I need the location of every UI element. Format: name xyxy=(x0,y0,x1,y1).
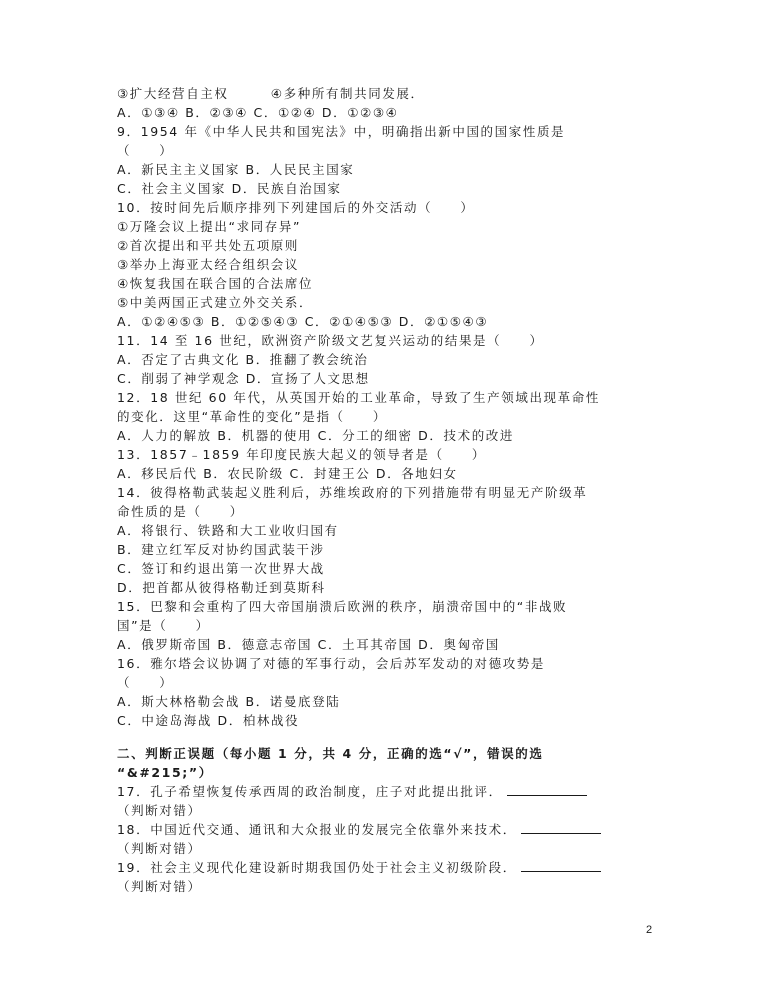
answer-options: A．否定了古典文化 B．推翻了教会统治 xyxy=(117,352,369,367)
answer-blank[interactable] xyxy=(521,859,601,872)
answer-options: A．俄罗斯帝国 B．德意志帝国 C．土耳其帝国 D．奥匈帝国 xyxy=(117,637,500,652)
question-10: 10．按时间先后顺序排列下列建国后的外交活动（ ） xyxy=(117,200,475,215)
question-17 xyxy=(117,782,657,801)
text-line: ③扩大经营自主权 ④多种所有制共同发展． xyxy=(117,86,425,101)
section-heading: 二、判断正误题（每小题 1 分，共 4 分，正确的选“√”，错误的选 xyxy=(117,746,544,761)
question-11: 11．14 至 16 世纪，欧洲资产阶级文艺复兴运动的结果是（ ） xyxy=(117,333,544,348)
list-item: ④恢复我国在联合国的合法席位 xyxy=(117,276,314,291)
document-body xyxy=(117,84,657,896)
question-12-cont: 的变化．这里“革命性的变化”是指（ ） xyxy=(117,409,387,424)
answer-blank[interactable] xyxy=(507,783,587,796)
question-13: 13．1857﹣1859 年印度民族大起义的领导者是（ ） xyxy=(117,447,487,462)
section-2 xyxy=(117,744,657,896)
list-item: ⑤中美两国正式建立外交关系． xyxy=(117,295,314,310)
question-9-paren: （ ） xyxy=(117,143,174,158)
question-16: 16．雅尔塔会议协调了对德的军事行动，会后苏军发动的对德攻势是 xyxy=(117,656,546,671)
question-19 xyxy=(117,858,657,877)
question-9: 9．1954 年《中华人民共和国宪法》中，明确指出新中国的国家性质是 xyxy=(117,124,566,139)
answer-blank[interactable] xyxy=(521,821,601,834)
question-18 xyxy=(117,820,657,839)
question-17-text: 17．孔子希望恢复传承西周的政治制度，庄子对此提出批评． xyxy=(117,784,503,799)
question-18-text: 18．中国近代交通、通讯和大众报业的发展完全依靠外来技术． xyxy=(117,822,517,837)
answer-options: C．削弱了神学观念 D．宣扬了人文思想 xyxy=(117,371,370,386)
answer-option-a: A．将银行、铁路和大工业收归国有 xyxy=(117,523,339,538)
answer-options: A．人力的解放 B．机器的使用 C．分工的细密 D．技术的改进 xyxy=(117,428,515,443)
list-item: ①万隆会议上提出“求同存异” xyxy=(117,219,302,234)
answer-options: C．中途岛海战 D．柏林战役 xyxy=(117,713,300,728)
answer-option-b: B．建立红军反对协约国武装干涉 xyxy=(117,542,325,557)
question-16-paren: （ ） xyxy=(117,675,174,690)
section-heading-cont: “&#215;”） xyxy=(117,765,213,780)
question-19-text: 19．社会主义现代化建设新时期我国仍处于社会主义初级阶段． xyxy=(117,860,517,875)
question-15: 15．巴黎和会重构了四大帝国崩溃后欧洲的秩序，崩溃帝国中的“非战败 xyxy=(117,599,568,614)
question-14-cont: 命性质的是（ ） xyxy=(117,504,244,519)
answer-options: A．移民后代 B．农民阶级 C．封建王公 D．各地妇女 xyxy=(117,466,458,481)
question-block xyxy=(117,84,657,730)
answer-options: A．新民主主义国家 B．人民民主国家 xyxy=(117,162,355,177)
list-item: ②首次提出和平共处五项原则 xyxy=(117,238,300,253)
question-15-cont: 国”是（ ） xyxy=(117,618,210,633)
page-number: 2 xyxy=(646,924,653,936)
question-17-note: （判断对错） xyxy=(117,803,202,818)
question-19-note: （判断对错） xyxy=(117,879,202,894)
answer-options: A．①②④⑤③ B．①②⑤④③ C．②①④⑤③ D．②①⑤④③ xyxy=(117,314,489,329)
answer-options: A．①③④ B．②③④ C．①②④ D．①②③④ xyxy=(117,105,399,120)
answer-option-c: C．签订和约退出第一次世界大战 xyxy=(117,561,325,576)
list-item: ③举办上海亚太经合组织会议 xyxy=(117,257,300,272)
answer-options: A．斯大林格勒会战 B．诺曼底登陆 xyxy=(117,694,341,709)
question-18-note: （判断对错） xyxy=(117,841,202,856)
question-12: 12．18 世纪 60 年代，从英国开始的工业革命，导致了生产领域出现革命性 xyxy=(117,390,600,405)
answer-option-d: D．把首都从彼得格勒迁到莫斯科 xyxy=(117,580,326,595)
question-14: 14．彼得格勒武装起义胜利后，苏维埃政府的下列措施带有明显无产阶级革 xyxy=(117,485,588,500)
answer-options: C．社会主义国家 D．民族自治国家 xyxy=(117,181,342,196)
